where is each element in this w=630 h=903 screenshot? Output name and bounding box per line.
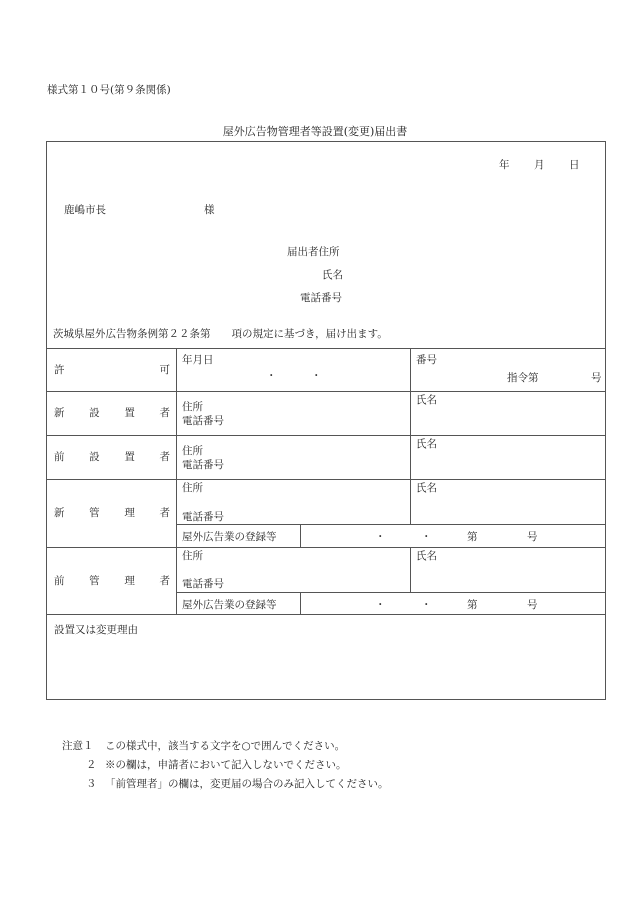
new-manager-registration-separator-1: ・ [375, 531, 386, 543]
new-manager-label [54, 505, 170, 520]
row-divider-prev-installer-top [47, 435, 605, 436]
row-divider-prev-manager-registration [176, 592, 605, 593]
permit-label [54, 362, 170, 377]
addressee-honorific: 様 [204, 204, 215, 216]
row-divider-new-manager-registration [176, 524, 605, 525]
date-month: 月 [534, 159, 545, 171]
permit-number-label: 番号 [416, 354, 437, 366]
form-frame [46, 141, 606, 700]
label-char: 管 [89, 575, 100, 587]
label-char: 可 [159, 364, 170, 376]
prev-installer-label [54, 449, 170, 464]
note-text: この様式中，該当する文字を○で囲んでください。 [105, 740, 346, 752]
row-divider-new-manager-top [47, 479, 605, 480]
new-installer-address-label: 住所 [182, 401, 203, 413]
row-divider-permit-top [47, 348, 605, 349]
permit-designation-label: 指令第 [507, 372, 539, 384]
note-number: ３ [86, 778, 97, 790]
permit-date-separator-1: ・ [266, 370, 277, 382]
new-installer-label [54, 405, 170, 420]
label-char: 置 [124, 451, 135, 463]
new-manager-address-label: 住所 [182, 482, 203, 494]
reason-label: 設置又は変更理由 [54, 624, 138, 636]
prev-manager-phone-label: 電話番号 [182, 578, 224, 590]
note-text: 「前管理者」の欄は，変更届の場合のみ記入してください。 [105, 778, 389, 790]
date-day: 日 [569, 159, 580, 171]
prev-installer-phone-label: 電話番号 [182, 459, 224, 471]
row-divider-prev-manager-top [47, 547, 605, 548]
addressee-mayor: 鹿嶋市長 [64, 204, 106, 216]
prev-manager-registration-separator-2: ・ [421, 599, 432, 611]
note-text: ※の欄は，申請者において記入しないでください。 [105, 759, 347, 771]
permit-designation-suffix: 号 [591, 372, 602, 384]
applicant-phone-label: 電話番号 [300, 292, 342, 304]
prev-manager-registration-label: 屋外広告業の登録等 [182, 599, 277, 611]
row-divider-new-installer-top [47, 391, 605, 392]
prev-manager-registration-go: 号 [527, 599, 538, 611]
note-number: 注意１ [62, 740, 94, 752]
new-manager-name-label: 氏名 [416, 482, 437, 494]
prev-manager-address-label: 住所 [182, 550, 203, 562]
col-divider-registration-1 [300, 524, 301, 547]
prev-manager-label [54, 573, 170, 588]
label-char: 理 [124, 575, 135, 587]
label-char: 者 [159, 575, 170, 587]
label-char: 者 [159, 407, 170, 419]
label-char: 設 [89, 451, 100, 463]
col-divider-registration-2 [300, 592, 301, 614]
form-number-label: 様式第１０号(第９条関係) [47, 84, 171, 96]
new-installer-name-label: 氏名 [416, 394, 437, 406]
statement-text: 茨城県屋外広告物条例第２２条第 項の規定に基づき，届け出ます。 [53, 328, 388, 340]
new-manager-phone-label: 電話番号 [182, 511, 224, 523]
label-char: 置 [124, 407, 135, 419]
col-divider-label [176, 348, 177, 614]
label-char: 前 [54, 575, 65, 587]
label-char: 新 [54, 407, 65, 419]
col-divider-name-upper [410, 348, 411, 524]
new-manager-registration-label: 屋外広告業の登録等 [182, 531, 277, 543]
prev-installer-address-label: 住所 [182, 445, 203, 457]
label-char: 者 [159, 507, 170, 519]
new-manager-registration-separator-2: ・ [421, 531, 432, 543]
label-char: 理 [124, 507, 135, 519]
prev-manager-registration-dai: 第 [467, 599, 478, 611]
applicant-name-label: 氏名 [322, 269, 343, 281]
prev-manager-name-label: 氏名 [416, 550, 437, 562]
prev-installer-name-label: 氏名 [416, 438, 437, 450]
label-char: 許 [54, 364, 65, 376]
new-installer-phone-label: 電話番号 [182, 415, 224, 427]
label-char: 者 [159, 451, 170, 463]
label-char: 管 [89, 507, 100, 519]
date-year: 年 [499, 159, 510, 171]
new-manager-registration-go: 号 [527, 531, 538, 543]
label-char: 前 [54, 451, 65, 463]
label-char: 設 [89, 407, 100, 419]
prev-manager-registration-separator-1: ・ [375, 599, 386, 611]
col-divider-name-lower [410, 547, 411, 592]
row-divider-reason-top [47, 614, 605, 615]
document-title: 屋外広告物管理者等設置(変更)届出書 [222, 125, 408, 138]
applicant-address-label: 届出者住所 [287, 246, 340, 258]
label-char: 新 [54, 507, 65, 519]
note-number: ２ [86, 759, 97, 771]
permit-date-separator-2: ・ [311, 370, 322, 382]
new-manager-registration-dai: 第 [467, 531, 478, 543]
permit-date-label: 年月日 [182, 354, 214, 366]
